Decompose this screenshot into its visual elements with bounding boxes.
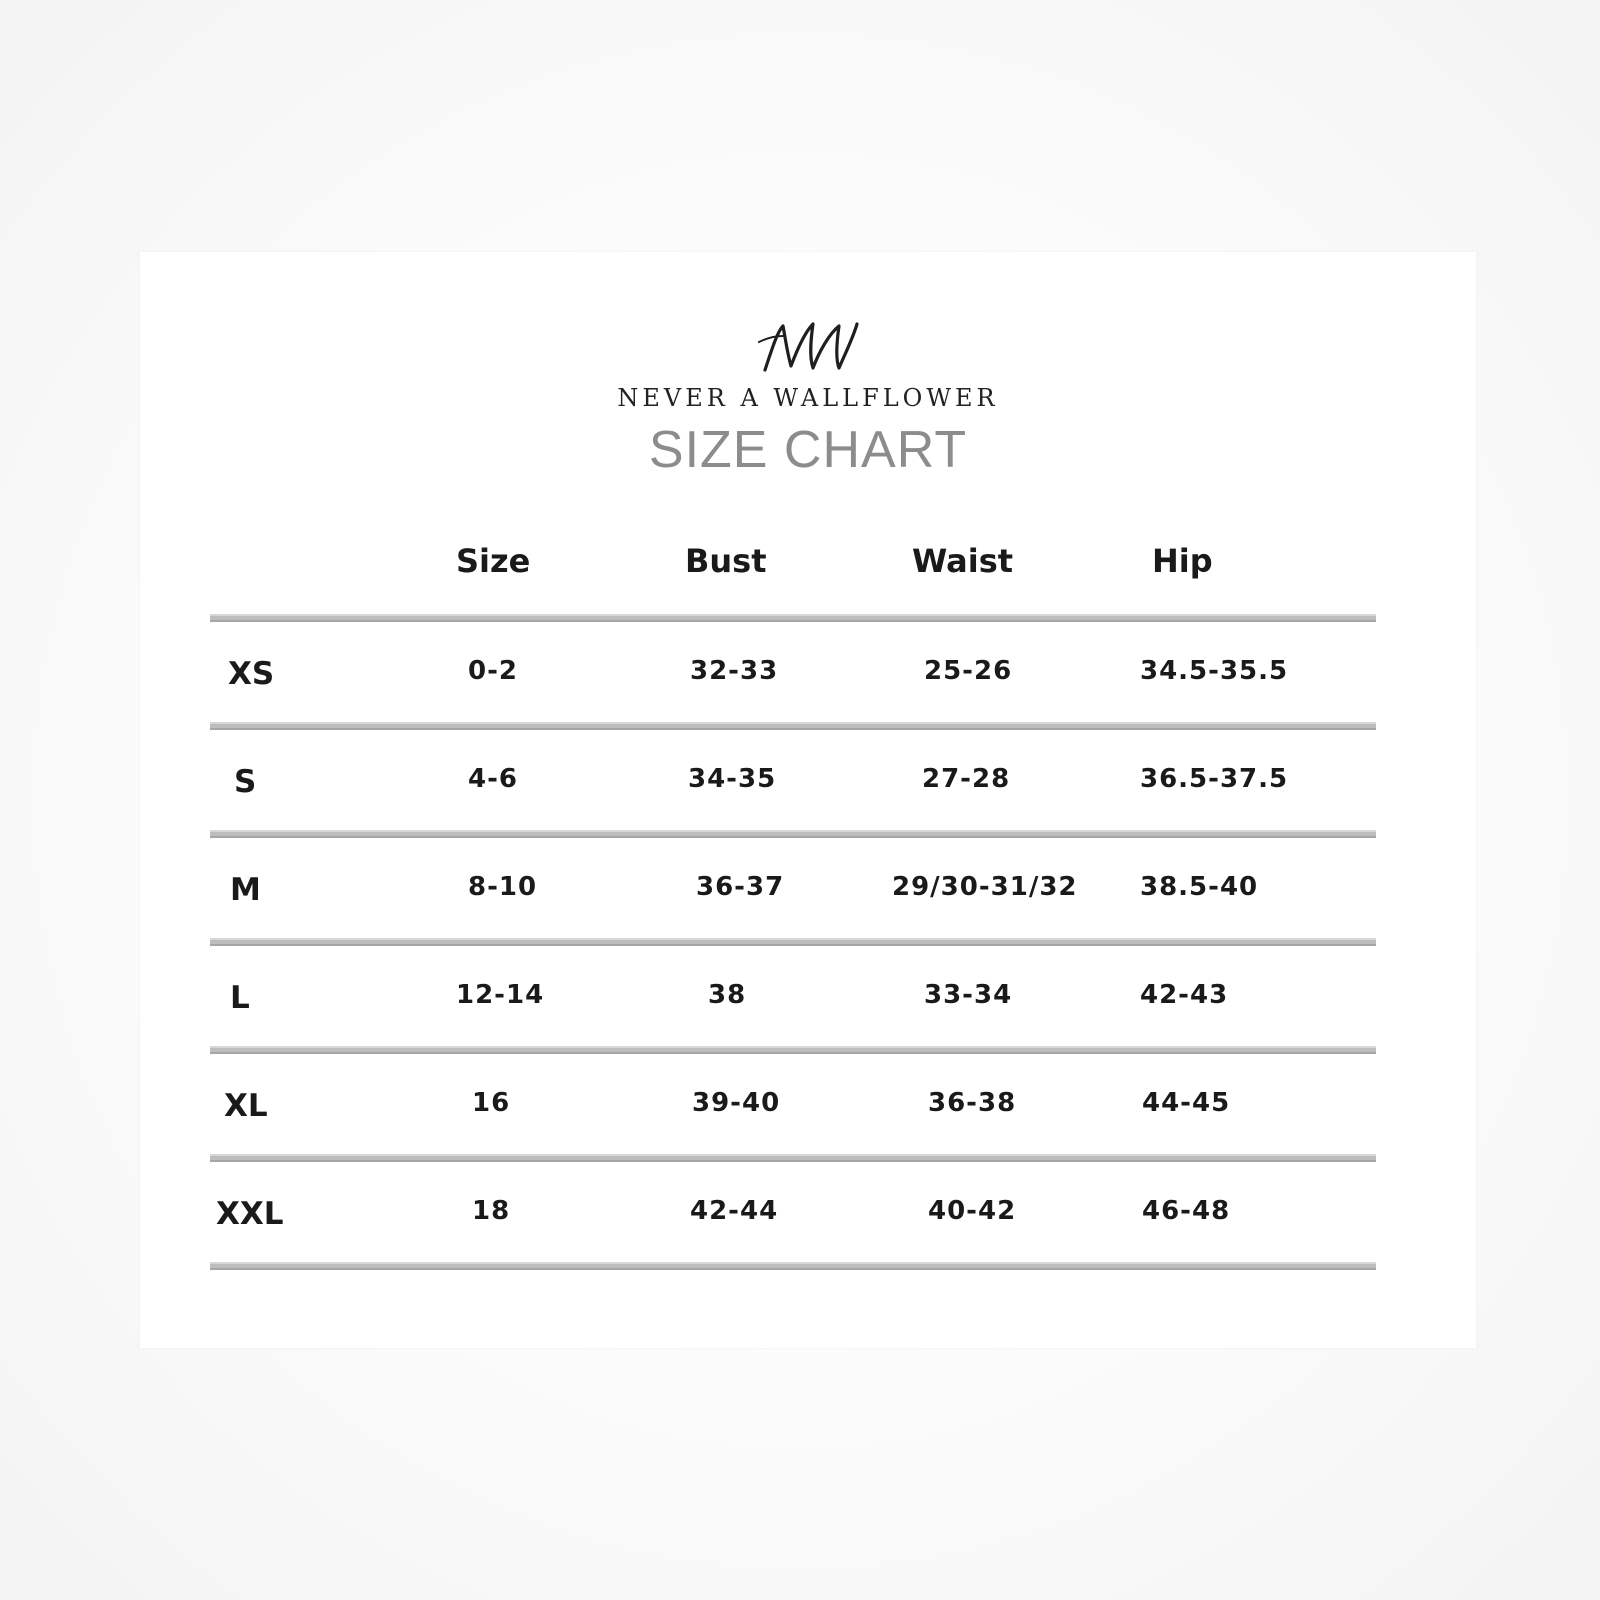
table-header [210, 542, 1376, 614]
cell-bust: 38 [708, 980, 747, 1010]
table-row-m [210, 838, 1376, 938]
column-header-waist: Waist [912, 542, 1014, 580]
page-title: SIZE CHART [648, 421, 968, 479]
row-label: S [234, 764, 257, 800]
table-divider [210, 722, 1376, 730]
table-divider [210, 1262, 1376, 1270]
cell-size: 4-6 [468, 764, 518, 794]
cell-size: 8-10 [468, 872, 538, 902]
cell-waist: 27-28 [922, 764, 1011, 794]
cell-hip: 44-45 [1142, 1088, 1231, 1118]
cell-size: 18 [472, 1196, 511, 1226]
row-label: XS [228, 656, 275, 692]
row-label: XXL [216, 1196, 284, 1232]
table-row-l [210, 946, 1376, 1046]
column-header-hip: Hip [1152, 542, 1213, 580]
table-divider [210, 830, 1376, 838]
table-row-xxl [210, 1162, 1376, 1262]
brand-logo [140, 312, 1476, 480]
brand-name: NEVER A WALLFLOWER [617, 384, 999, 412]
cell-waist: 36-38 [928, 1088, 1017, 1118]
row-label: M [230, 872, 261, 908]
cell-bust: 34-35 [688, 764, 777, 794]
size-chart-card [140, 252, 1476, 1348]
cell-hip: 34.5-35.5 [1140, 656, 1289, 686]
cell-size: 0-2 [468, 656, 518, 686]
row-label: L [230, 980, 250, 1016]
cell-bust: 36-37 [696, 872, 785, 902]
cell-hip: 38.5-40 [1140, 872, 1259, 902]
table-divider [210, 614, 1376, 622]
cell-bust: 39-40 [692, 1088, 781, 1118]
row-label: XL [224, 1088, 268, 1124]
table-divider [210, 1154, 1376, 1162]
cell-waist: 40-42 [928, 1196, 1017, 1226]
cell-size: 16 [472, 1088, 511, 1118]
nw-monogram-logo [753, 312, 863, 382]
table-divider [210, 1046, 1376, 1054]
table-row-s [210, 730, 1376, 830]
column-header-size: Size [456, 542, 531, 580]
cell-waist: 29/30-31/32 [892, 872, 1078, 902]
cell-size: 12-14 [456, 980, 545, 1010]
column-header-bust: Bust [685, 542, 767, 580]
size-table [210, 542, 1376, 1270]
cell-hip: 36.5-37.5 [1140, 764, 1289, 794]
cell-bust: 32-33 [690, 656, 779, 686]
cell-hip: 42-43 [1140, 980, 1229, 1010]
cell-waist: 33-34 [924, 980, 1013, 1010]
table-divider [210, 938, 1376, 946]
table-row-xs [210, 622, 1376, 722]
cell-waist: 25-26 [924, 656, 1013, 686]
cell-bust: 42-44 [690, 1196, 779, 1226]
cell-hip: 46-48 [1142, 1196, 1231, 1226]
table-row-xl [210, 1054, 1376, 1154]
